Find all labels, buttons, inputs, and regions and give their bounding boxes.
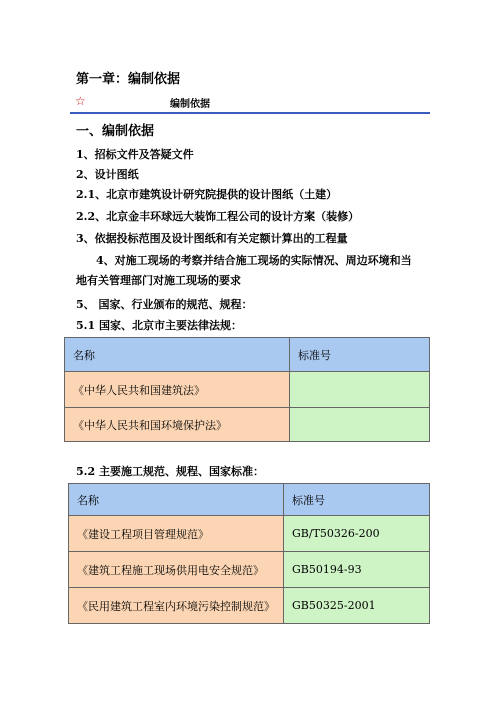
table-row (65, 372, 430, 408)
section-banner (70, 92, 430, 114)
law-code (290, 372, 430, 408)
table-row (69, 516, 430, 552)
list-item-5-1: 5.1 国家、北京市主要法律法规： (76, 319, 242, 332)
list-item-5: 5、 国家、行业颁布的规范、规程： (76, 298, 253, 311)
table-row (69, 588, 430, 624)
law-name: 《中华人民共和国建筑法》 (65, 372, 290, 408)
standard-name: 《建筑工程施工现场供用电安全规范》 (69, 552, 284, 588)
table-row (69, 552, 430, 588)
list-item-4-line2: 地有关管理部门对施工现场的要求 (76, 274, 241, 287)
table-header-row (69, 484, 430, 516)
header-code: 标准号 (290, 338, 430, 372)
law-name: 《中华人民共和国环境保护法》 (65, 408, 290, 442)
standard-name: 《民用建筑工程室内环境污染控制规范》 (69, 588, 284, 624)
star-icon: ☆ (75, 94, 86, 108)
list-item: 1、招标文件及答疑文件 (76, 148, 194, 161)
header-code: 标准号 (284, 484, 430, 516)
list-item: 2.1、北京市建筑设计研究院提供的设计图纸（土建） (76, 188, 338, 201)
list-item: 2、设计图纸 (76, 168, 139, 181)
banner-text: 编制依据 (170, 99, 210, 110)
standard-code: GB50325-2001 (284, 588, 430, 624)
section-heading: 一、编制依据 (76, 124, 155, 139)
list-item-5-2: 5.2 主要施工规范、规程、国家标准： (76, 465, 264, 478)
header-name: 名称 (69, 484, 284, 516)
list-item-4-line1: 4、对施工现场的考察并结合施工现场的实际情况、周边环境和当 (96, 254, 412, 267)
laws-table (64, 337, 430, 442)
table-row (65, 408, 430, 442)
header-name: 名称 (65, 338, 290, 372)
chapter-title: 第一章：编制依据 (76, 72, 181, 87)
law-code (290, 408, 430, 442)
standard-code: GB/T50326-200 (284, 516, 430, 552)
table-header-row (65, 338, 430, 372)
standards-table (68, 483, 430, 624)
standard-name: 《建设工程项目管理规范》 (69, 516, 284, 552)
list-item: 2.2、北京金丰环球远大装饰工程公司的设计方案（装修） (76, 210, 360, 223)
list-item: 3、依据投标范围及设计图纸和有关定额计算出的工程量 (76, 232, 348, 245)
standard-code: GB50194-93 (284, 552, 430, 588)
banner-underline (70, 112, 430, 114)
